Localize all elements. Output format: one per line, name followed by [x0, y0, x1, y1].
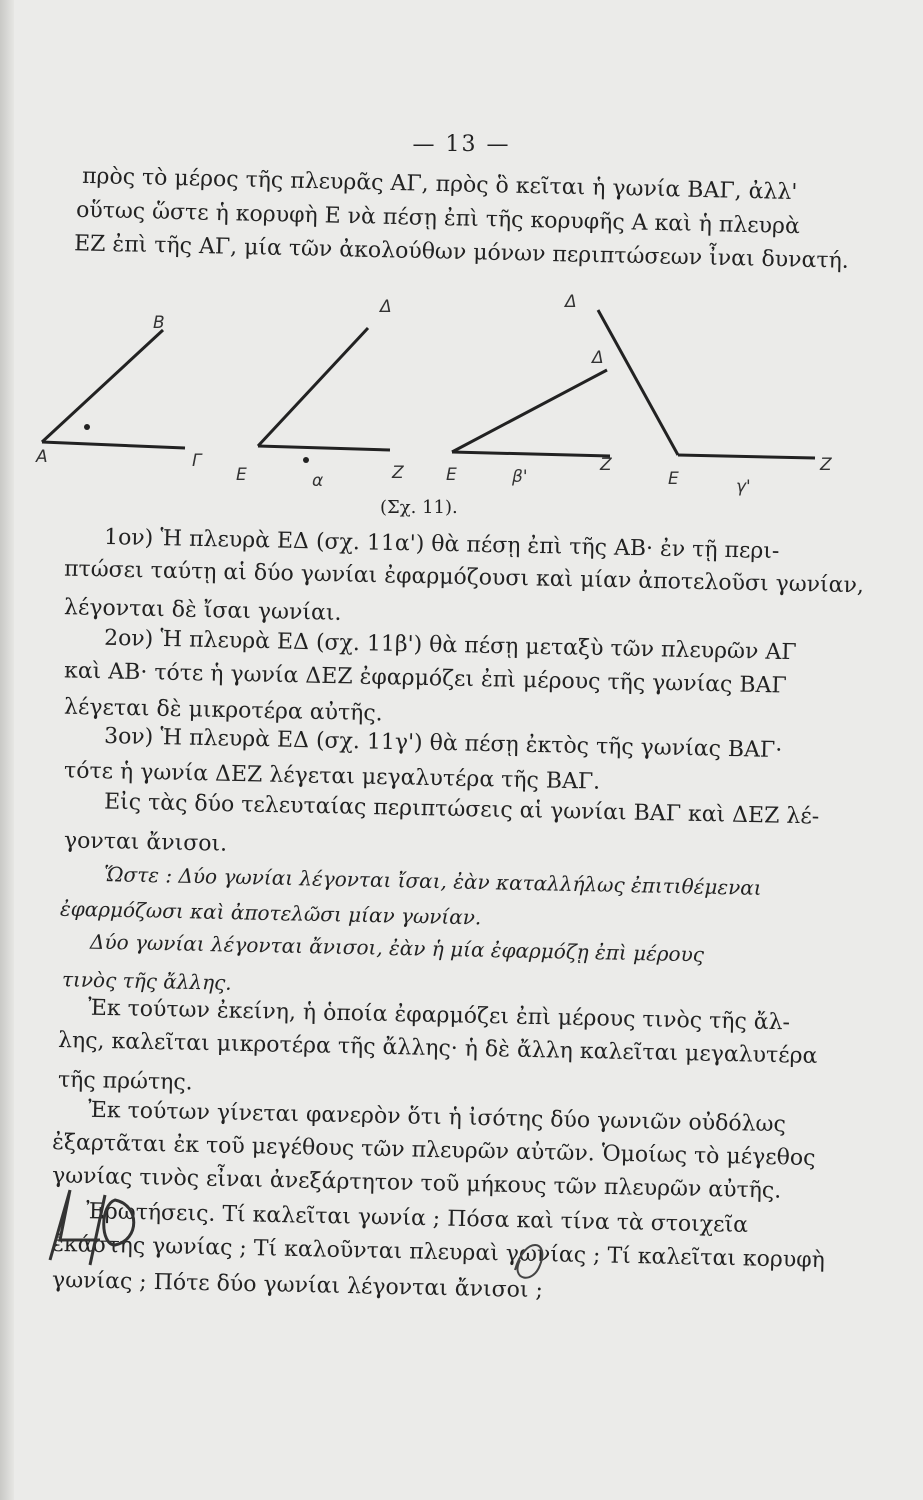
definition-line: ἐξαρτᾶται ἐκ τοῦ μεγέθους τῶν πλευρῶν αὐτῶν. Ὁμοίως τὸ μέγεθος: [51, 1130, 816, 1171]
case-line: 1ον) Ἡ πλευρὰ ΕΔ (σχ. 11α') θὰ πέσῃ ἐπὶ τῆς ΑΒ· ἐν τῇ περι-: [103, 524, 780, 565]
figure-label: Ε: [446, 465, 457, 485]
case-line: πτώσει ταύτῃ αἱ δύο γωνίαι ἐφαρμόζουσι καὶ μίαν ἀποτελοῦσι γωνίαν,: [63, 556, 865, 599]
figure-c-side-ez: [678, 455, 815, 458]
figure-label: Ζ: [392, 463, 404, 483]
figure-11: [0, 280, 923, 500]
figure-label: Δ: [380, 297, 392, 317]
figure-a-side-ag: [42, 442, 185, 448]
figure-label: Δ: [592, 348, 604, 368]
intro-line: ΕΖ ἐπὶ τῆς ΑΓ, μία τῶν ἀκολούθων μόνων περιπτώσεων ἶναι δυνατή.: [73, 231, 850, 274]
page-edge: [0, 0, 14, 1500]
figure-label: α: [312, 471, 324, 491]
case-line: λέγονται δὲ ἴσαι γωνίαι.: [63, 595, 342, 626]
figure-label: Γ: [192, 451, 202, 471]
case-line: τότε ἡ γωνία ΔΕΖ λέγεται μεγαλυτέρα τῆς ΒΑΓ.: [63, 758, 601, 795]
figure-a-dot: [84, 424, 90, 430]
figure-caption: (Σχ. 11).: [380, 497, 458, 518]
definition-line: λης, καλεῖται μικροτέρα τῆς ἄλλης· ἡ δὲ ἄλλη καλεῖται μεγαλυτέρα: [57, 1028, 818, 1069]
figure-label: Δ: [565, 292, 577, 312]
case-line: λέγεται δὲ μικροτέρα αὐτῆς.: [63, 694, 383, 727]
figure-label: Α: [36, 447, 48, 467]
definition-line: Ἐκ τούτων ἐκείνη, ἡ ὁποία ἐφαρμόζει ἐπὶ μέρους τινὸς τῆς ἄλ-: [87, 995, 791, 1036]
definition-line: Δύο γωνίαι λέγονται ἄνισοι, ἐὰν ἡ μία ἐφαρμόζῃ ἐπὶ μέρους: [89, 929, 705, 967]
figure-c-side-ed: [598, 310, 678, 455]
figure-label: Ζ: [820, 455, 832, 475]
definition-line: τινὸς τῆς ἄλλης.: [61, 967, 232, 995]
figure-label: β': [512, 467, 528, 487]
definition-line: Ὥστε : Δύο γωνίαι λέγονται ἴσαι, ἐὰν καταλλήλως ἐπιτιθέμεναι: [103, 862, 762, 900]
case-line: καὶ ΑΒ· τότε ἡ γωνία ΔΕΖ ἐφαρμόζει ἐπὶ μέρους τῆς γωνίας ΒΑΓ: [63, 658, 787, 699]
case-line: 3ον) Ἡ πλευρὰ ΕΔ (σχ. 11γ') θὰ πέσῃ ἐκτὸς τῆς γωνίας ΒΑΓ·: [103, 723, 783, 764]
figure-label: Ε: [236, 465, 247, 485]
figure-b-side-ez: [258, 446, 390, 450]
handwritten-scribble: [30, 1170, 150, 1280]
case-line: 2ον) Ἡ πλευρὰ ΕΔ (σχ. 11β') θὰ πέσῃ μεταξὺ τῶν πλευρῶν ΑΓ: [103, 625, 797, 666]
figure-label: Ζ: [600, 455, 612, 475]
figure-c-side-ag: [452, 452, 610, 456]
figure-a-side-ab: [42, 330, 163, 442]
questions-line: ἑκάστης γωνίας ; Τί καλοῦνται πλευραὶ γωνίας ; Τί καλεῖται κορυφὴ: [51, 1231, 826, 1274]
definition-line: Ἐκ τούτων γίνεται φανερὸν ὅτι ἡ ἰσότης δύο γωνιῶν οὐδόλως: [87, 1097, 787, 1138]
definition-line: ἐφαρμόζωσι καὶ ἀποτελῶσι μίαν γωνίαν.: [59, 896, 482, 930]
intro-line: οὕτως ὥστε ἡ κορυφὴ Ε νὰ πέσῃ ἐπὶ τῆς κορυφῆς Α καὶ ἡ πλευρὰ: [75, 197, 801, 240]
figure-label: Β: [153, 313, 165, 333]
questions-line: γωνίας ; Πότε δύο γωνίαι λέγονται ἄνισοι ;: [51, 1267, 544, 1304]
definition-line: τῆς πρώτης.: [57, 1067, 193, 1096]
questions-line: Ἐρωτήσεις. Τί καλεῖται γωνία ; Πόσα καὶ τίνα τὰ στοιχεῖα: [85, 1199, 749, 1238]
handwritten-scribble: [505, 1230, 555, 1290]
figure-label: γ': [736, 477, 751, 497]
figure-b-dot: [303, 457, 309, 463]
page-number: — 13 —: [412, 132, 511, 157]
figure-c-side-ab: [452, 370, 607, 452]
figure-label: Ε: [668, 469, 679, 489]
case-line: γονται ἄνισοι.: [63, 828, 228, 857]
definition-line: γωνίας τινὸς εἶναι ἀνεξάρτητον τοῦ μήκους τῶν πλευρῶν αὐτῆς.: [51, 1163, 782, 1204]
case-line: Εἰς τὰς δύο τελευταίας περιπτώσεις αἱ γωνίαι ΒΑΓ καὶ ΔΕΖ λέ-: [103, 789, 820, 830]
intro-line: πρὸς τὸ μέρος τῆς πλευρᾶς ΑΓ, πρὸς ὃ κεῖται ἡ γωνία ΒΑΓ, ἀλλ': [81, 163, 798, 206]
figure-b-side-ed: [258, 328, 368, 446]
